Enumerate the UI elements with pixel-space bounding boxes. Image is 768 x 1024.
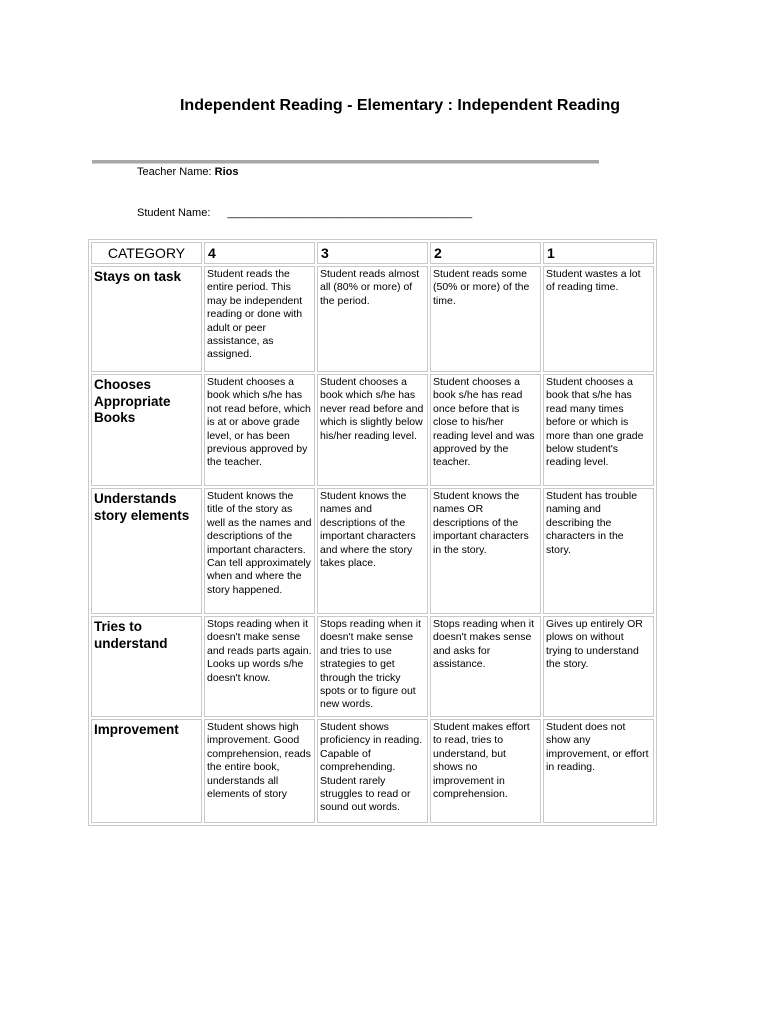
header-row (91, 242, 654, 264)
rubric-table (88, 239, 657, 826)
table-cell: Student reads some (50% or more) of the time. (430, 266, 541, 372)
table-cell: Student knows the names OR descriptions of the important characters in the story. (430, 488, 541, 614)
header-level-3: 3 (317, 242, 428, 264)
title-divider (92, 160, 599, 164)
table-cell: Student wastes a lot of reading time. (543, 266, 654, 372)
table-cell: Student shows high improvement. Good comprehension, reads the entire book, understands all elements of story (204, 719, 315, 823)
table-cell: Student reads almost all (80% or more) of the period. (317, 266, 428, 372)
table-cell: Student knows the names and descriptions of the important characters and where the story takes place. (317, 488, 428, 614)
student-name-blank: ________________________________________ (227, 207, 473, 219)
row-category-label: Stays on task (91, 266, 202, 372)
teacher-name-value: Rios (214, 166, 239, 178)
table-cell: Student chooses a book which s/he has not read before, which is at or above grade level, or has been previous approved by the teacher. (204, 374, 315, 486)
row-category-label: Chooses Appropriate Books (91, 374, 202, 486)
table-cell: Stops reading when it doesn't make sense and tries to use strategies to get through the tricky spots or to figure out new words. (317, 616, 428, 717)
table-row (91, 719, 654, 823)
table-cell: Gives up entirely OR plows on without trying to understand the story. (543, 616, 654, 717)
table-cell: Student chooses a book which s/he has never read before and which is slightly below his/her reading level. (317, 374, 428, 486)
table-cell: Student has trouble naming and describing the characters in the story. (543, 488, 654, 614)
table-cell: Student shows proficiency in reading. Capable of comprehending. Student rarely struggles to read or sound out words. (317, 719, 428, 823)
header-category: CATEGORY (91, 242, 202, 264)
row-category-label: Understands story elements (91, 488, 202, 614)
table-row (91, 488, 654, 614)
table-row (91, 374, 654, 486)
teacher-name-label: Teacher Name: (137, 166, 212, 178)
student-name-line (137, 207, 472, 219)
student-name-label: Student Name: (137, 207, 211, 219)
row-category-label: Improvement (91, 719, 202, 823)
header-level-4: 4 (204, 242, 315, 264)
table-cell: Stops reading when it doesn't makes sense and asks for assistance. (430, 616, 541, 717)
table-cell: Student chooses a book that s/he has read many times before or which is more than one grade below student's reading level. (543, 374, 654, 486)
table-cell: Student does not show any improvement, or effort in reading. (543, 719, 654, 823)
teacher-name-line (137, 166, 239, 178)
header-level-2: 2 (430, 242, 541, 264)
document-title: Independent Reading - Elementary : Independent Reading (179, 97, 621, 114)
table-cell: Stops reading when it doesn't make sense and reads parts again. Looks up words s/he doesn't know. (204, 616, 315, 717)
table-row (91, 266, 654, 372)
row-category-label: Tries to understand (91, 616, 202, 717)
table-cell: Student makes effort to read, tries to understand, but shows no improvement in comprehension. (430, 719, 541, 823)
table-row (91, 616, 654, 717)
table-cell: Student chooses a book s/he has read once before that is close to his/her reading level and was approved by the teacher. (430, 374, 541, 486)
table-cell: Student knows the title of the story as well as the names and descriptions of the important characters. Can tell approximately when and where the story happened. (204, 488, 315, 614)
table-cell: Student reads the entire period. This may be independent reading or done with adult or peer assistance, as assigned. (204, 266, 315, 372)
header-level-1: 1 (543, 242, 654, 264)
